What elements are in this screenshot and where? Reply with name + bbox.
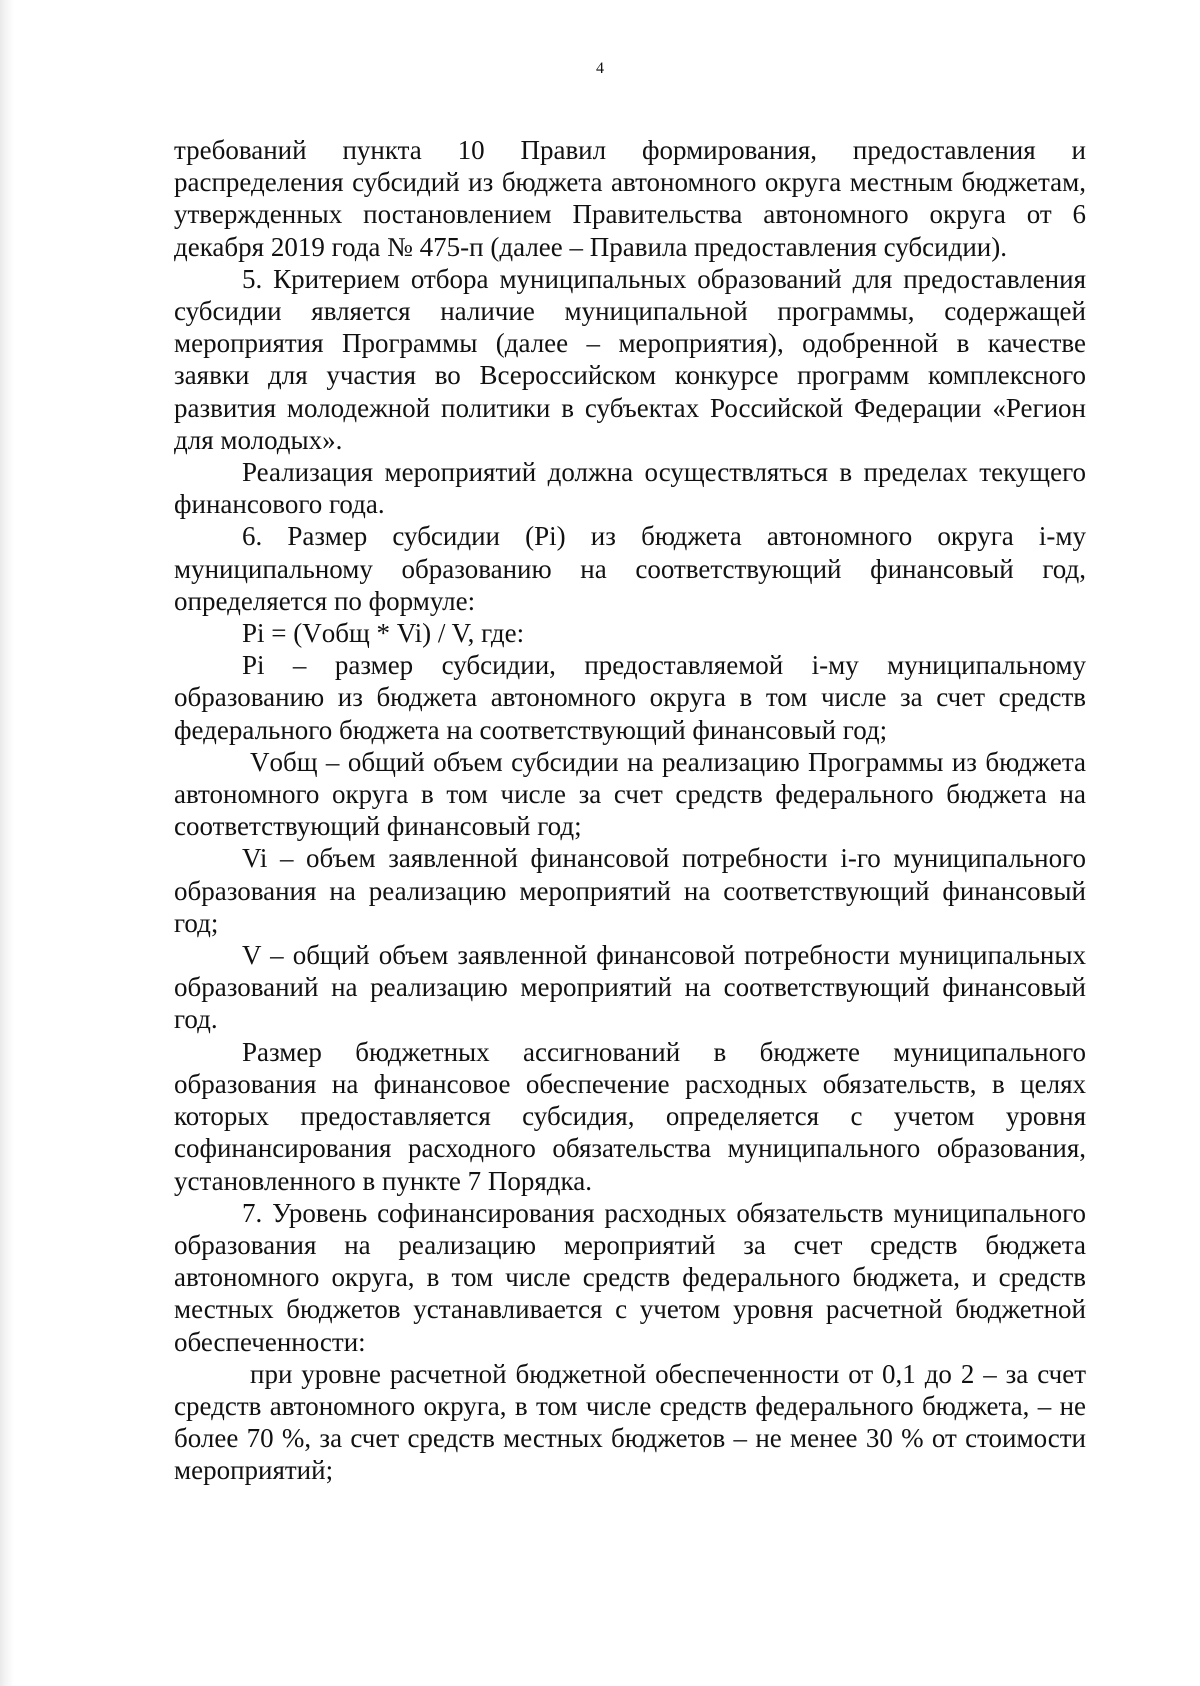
paragraph-cofinancing-level: при уровне расчетной бюджетной обеспеченности от 0,1 до 2 – за счет средств автономного округа, в том числе средств федерального бюджета, – не более 70 %, за счет средств местных бюджетов – не менее 30 % от стоимости мероприятий; [174,1358,1086,1486]
page-number: 4 [596,60,604,77]
paragraph-continuation: требований пункта 10 Правил формирования, предоставления и распределения субсидий из бюджета автономного округа местным бюджетам, утвержденных постановлением Правительства автономного округа от 6 декабря 2019 года № 475-п (далее – Правила предоставления субсидии). [174,135,1086,262]
paragraph-budget-allocations: Размер бюджетных ассигнований в бюджете муниципального образования на финансовое обеспечение расходных обязательств, в целях которых предоставляется субсидия, определяется с учетом уровня софинансирования расходного обязательства муниципального образования, установленного в пункте 7 Порядка. [174,1036,1086,1196]
paragraph-item-6: 6. Размер субсидии (Pi) из бюджета автономного округа i-му муниципальному образованию на соответствующий финансовый год, определяется по формуле: [174,521,1086,616]
paragraph-implementation-period: Реализация мероприятий должна осуществляться в пределах текущего финансового года. [174,457,1086,520]
scan-edge-shadow [0,0,14,1686]
paragraph-item-5: 5. Критерием отбора муниципальных образований для предоставления субсидии является наличие муниципальной программы, содержащей мероприятия Программы (далее – мероприятия), одобренной в качестве заявки для участия во Всероссийском конкурсе программ комплексного развития молодежной политики в субъектах Российской Федерации «Регион для молодых». [174,263,1086,455]
formula: Pi = (Vобщ * Vi) / V, где: [242,618,525,649]
paragraph-item-7: 7. Уровень софинансирования расходных обязательств муниципального образования на реализацию мероприятий за счет средств бюджета автономного округа, в том числе средств федерального бюджета, и средств местных бюджетов устанавливается с учетом уровня расчетной бюджетной обеспеченности: [174,1197,1086,1357]
document-body [174,134,1086,1487]
formula-def-v: V – общий объем заявленной финансовой потребности муниципальных образований на реализацию мероприятий на соответствующий финансовый год. [174,940,1086,1035]
formula-def-vobsch: Vобщ – общий объем субсидии на реализацию Программы из бюджета автономного округа в том числе за счет средств федерального бюджета на соответствующий финансовый год; [174,746,1086,842]
formula-def-pi: Pi – размер субсидии, предоставляемой i-му муниципальному образованию из бюджета автономного округа в том числе за счет средств федерального бюджета на соответствующий финансовый год; [174,650,1086,745]
formula-def-vi: Vi – объем заявленной финансовой потребности i-го муниципального образования на реализацию мероприятий на соответствующий финансовый год; [174,843,1086,938]
